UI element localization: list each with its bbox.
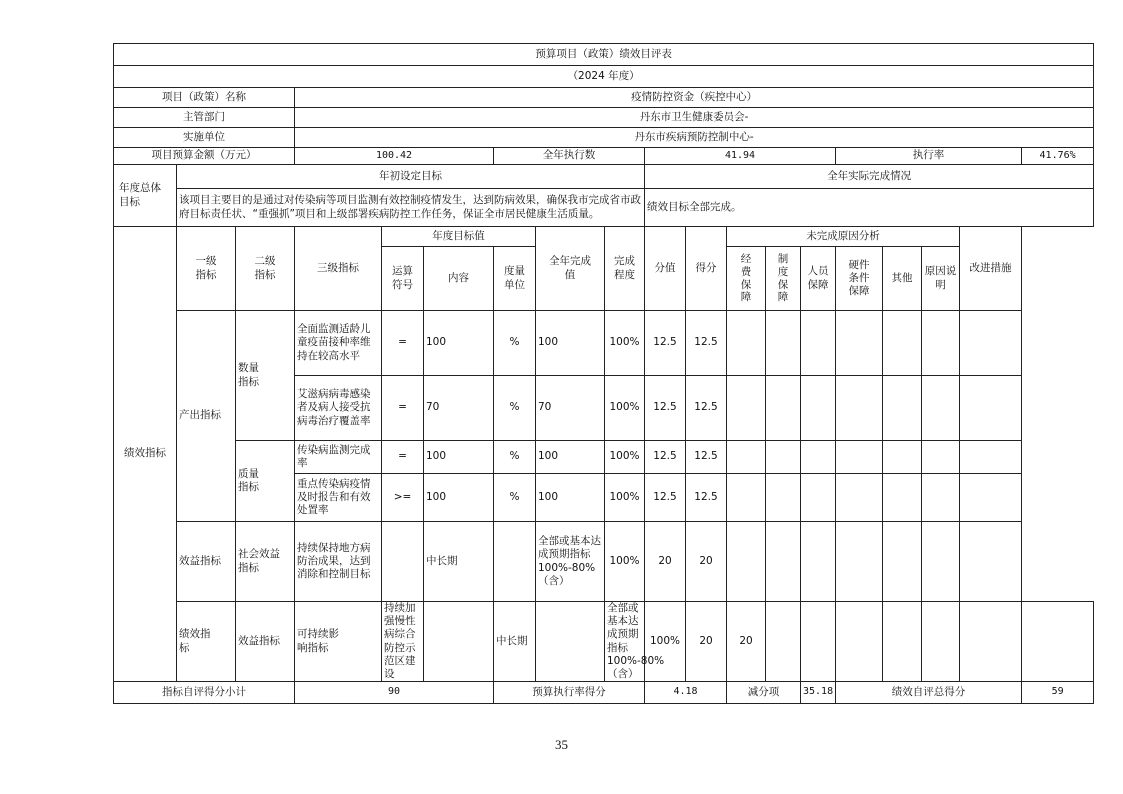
level3-cell: 传染病监测完成率 — [295, 441, 382, 474]
unit-label: 实施单位 — [114, 128, 295, 148]
table-row — [114, 441, 1094, 474]
header-level2: 二级指标 — [236, 227, 295, 311]
sustain-indicator: 可持续影响指标 — [295, 602, 382, 682]
unit-cell — [494, 522, 536, 602]
output-indicator: 产出指标 — [177, 311, 236, 522]
budget-score-label: 预算执行率得分 — [494, 682, 645, 704]
rate-value: 41.76% — [1022, 148, 1094, 165]
operator-cell: = — [382, 311, 424, 376]
score-cell: 20 — [686, 602, 727, 682]
exec-value: 41.94 — [645, 148, 836, 165]
header-improve: 改进措施 — [960, 227, 1022, 311]
content-cell: 中长期 — [494, 602, 536, 682]
score-cell: 12.5 — [645, 474, 686, 522]
operator-cell: = — [382, 376, 424, 441]
degree-cell: 100% — [605, 376, 645, 441]
performance-evaluation-table — [113, 43, 1094, 704]
budget-value: 100.42 — [295, 148, 494, 165]
actual-cell: 全部或基本达成预期指标100%-80%（含） — [536, 522, 605, 602]
social-benefit-indicator: 社会效益指标 — [236, 522, 295, 602]
unit-cell: % — [494, 376, 536, 441]
actual-cell: 100 — [536, 474, 605, 522]
header-level1: 一级指标 — [177, 227, 236, 311]
benefit-indicator: 效益指标 — [177, 522, 236, 602]
table-row — [114, 522, 1094, 602]
degree-cell: 100% — [605, 522, 645, 602]
unit-cell — [536, 602, 605, 682]
operator-cell — [382, 522, 424, 602]
header-obtained: 得分 — [686, 227, 727, 311]
table-year: （2024 年度） — [114, 66, 1094, 88]
level3-cell: 重点传染病疫情及时报告和有效处置率 — [295, 474, 382, 522]
level3-cell: 全面监测适龄儿童疫苗接种率维持在较高水平 — [295, 311, 382, 376]
header-reason-funding: 经费保障 — [727, 247, 766, 311]
footer-row — [114, 682, 1094, 704]
unit-value: 丹东市疾病预防控制中心- — [295, 128, 1094, 148]
obtained-cell: 12.5 — [686, 474, 727, 522]
header-level3: 三级指标 — [295, 227, 382, 311]
total-value: 59 — [1022, 682, 1094, 704]
header-content: 内容 — [424, 247, 494, 311]
header-reason-system: 制度保障 — [766, 247, 801, 311]
set-goal-text: 该项目主要目的是通过对传染病等项目监测有效控制疫情发生，达到防病效果，确保我市完成省市政府目标责任状、“重强抓”项目和上级部署疾病防控工作任务，保证全市居民健康生活质量。 — [177, 189, 645, 227]
header-reason-hardware: 硬件条件保障 — [836, 247, 883, 311]
budget-score-value: 4.18 — [645, 682, 727, 704]
rate-label: 执行率 — [836, 148, 1022, 165]
obtained-cell: 12.5 — [686, 441, 727, 474]
score-cell: 20 — [645, 522, 686, 602]
project-name-value: 疫情防控资金（疾控中心） — [295, 88, 1094, 108]
annual-goal-label: 年度总体目标 — [114, 165, 177, 227]
operator-cell: = — [382, 441, 424, 474]
deduct-label: 减分项 — [727, 682, 801, 704]
header-annual-target: 年度目标值 — [382, 227, 536, 247]
unit-cell: % — [494, 311, 536, 376]
project-name-label: 项目（政策）名称 — [114, 88, 295, 108]
content-cell: 100 — [424, 311, 494, 376]
obtained-cell: 12.5 — [686, 311, 727, 376]
set-goal-header: 年初设定目标 — [177, 165, 645, 189]
perf-indicator-group-2: 绩效指标 — [177, 602, 236, 682]
header-unit: 度量单位 — [494, 247, 536, 311]
header-score: 分值 — [645, 227, 686, 311]
dept-label: 主管部门 — [114, 108, 295, 128]
exec-label: 全年执行数 — [494, 148, 645, 165]
content-cell: 中长期 — [424, 522, 494, 602]
level3-cell: 艾滋病病毒感染者及病人接受抗病毒治疗覆盖率 — [295, 376, 382, 441]
content-cell: 100 — [424, 474, 494, 522]
score-cell: 12.5 — [645, 441, 686, 474]
degree-cell: 100% — [605, 441, 645, 474]
header-reason: 未完成原因分析 — [727, 227, 960, 247]
perf-indicator-group-1: 绩效指标 — [114, 227, 177, 682]
total-label: 绩效自评总得分 — [836, 682, 1022, 704]
quantity-indicator: 数量指标 — [236, 311, 295, 441]
budget-label: 项目预算金额（万元） — [114, 148, 295, 165]
score-cell: 12.5 — [645, 376, 686, 441]
header-actual: 全年完成值 — [536, 227, 605, 311]
obtained-cell: 20 — [727, 602, 766, 682]
header-degree: 完成程度 — [605, 227, 645, 311]
level3-cell: 持续保持地方病防治成果，达到消除和控制目标 — [295, 522, 382, 602]
actual-cell: 全部或基本达成预期指标100%-80%（含） — [605, 602, 645, 682]
header-reason-explain: 原因说明 — [922, 247, 960, 311]
actual-goal-header: 全年实际完成情况 — [645, 165, 1094, 189]
actual-cell: 100 — [536, 311, 605, 376]
unit-cell: % — [494, 474, 536, 522]
operator-cell: >= — [382, 474, 424, 522]
header-reason-other: 其他 — [883, 247, 922, 311]
quality-indicator: 质量指标 — [236, 441, 295, 522]
table-row — [114, 311, 1094, 376]
subtotal-value: 90 — [295, 682, 494, 704]
header-reason-staff: 人员保障 — [801, 247, 836, 311]
content-cell: 100 — [424, 441, 494, 474]
obtained-cell: 20 — [686, 522, 727, 602]
level3-cell: 持续加强慢性病综合防控示范区建设 — [382, 602, 424, 682]
content-cell: 70 — [424, 376, 494, 441]
dept-value: 丹东市卫生健康委员会- — [295, 108, 1094, 128]
unit-cell: % — [494, 441, 536, 474]
degree-cell: 100% — [605, 311, 645, 376]
header-operator: 运算符号 — [382, 247, 424, 311]
deduct-value: 35.18 — [801, 682, 836, 704]
actual-cell: 100 — [536, 441, 605, 474]
table-title: 预算项目（政策）绩效目评表 — [114, 44, 1094, 66]
degree-cell: 100% — [645, 602, 686, 682]
table-row — [114, 602, 1094, 682]
subtotal-label: 指标自评得分小计 — [114, 682, 295, 704]
actual-goal-text: 绩效目标全部完成。 — [645, 189, 1094, 227]
obtained-cell: 12.5 — [686, 376, 727, 441]
operator-cell — [424, 602, 494, 682]
page-number: 35 — [555, 737, 568, 752]
score-cell: 12.5 — [645, 311, 686, 376]
actual-cell: 70 — [536, 376, 605, 441]
degree-cell: 100% — [605, 474, 645, 522]
benefit-indicator: 效益指标 — [236, 602, 295, 682]
